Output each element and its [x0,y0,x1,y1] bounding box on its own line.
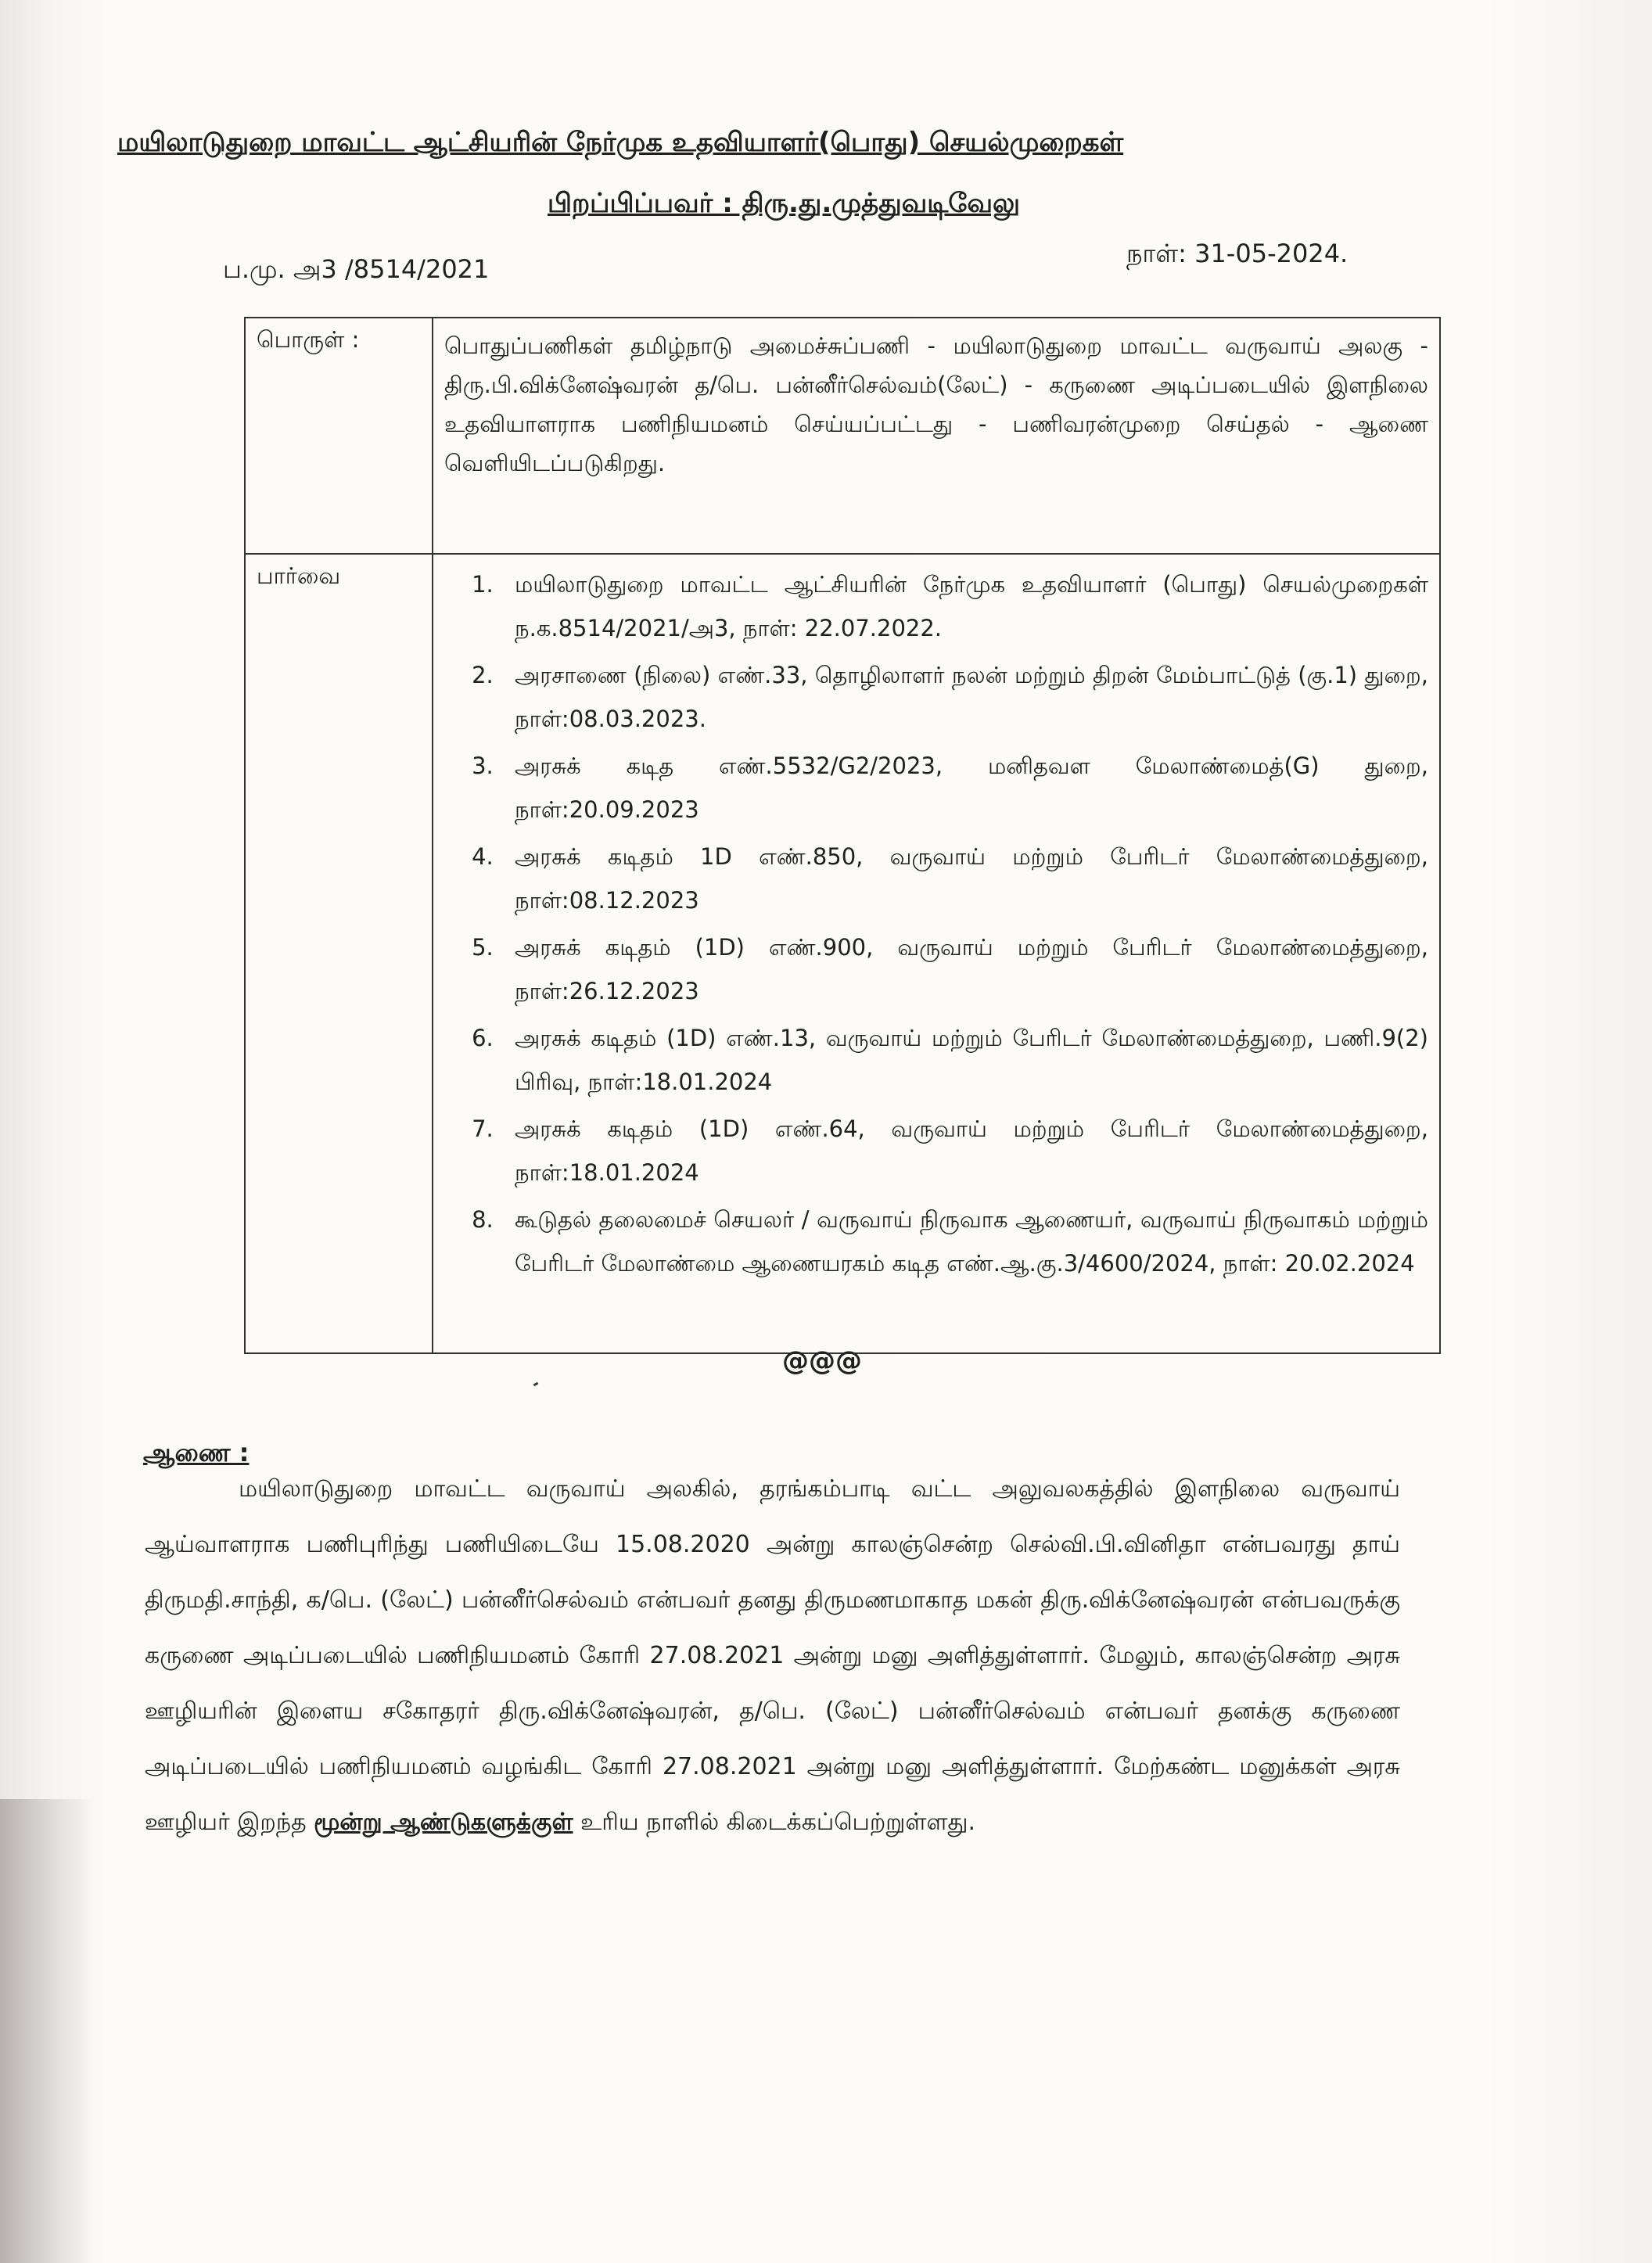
reference-item: 1. மயிலாடுதுறை மாவட்ட ஆட்சியரின் நேர்முக உதவியாளர் (பொது) செயல்முறைகள் ந.க.8514/2021/அ3, நாள்: 22.07.2022. [501,562,1428,650]
subject-label: பொருள் : [245,318,433,554]
order-body [145,1461,1400,1850]
reference-label: பார்வை [245,554,433,1353]
order-heading: ஆணை : [143,1438,250,1467]
reference-row [245,554,1440,1353]
document-date: நாள்: 31-05-2024. [1126,239,1349,268]
page-shadow [0,1799,94,2263]
subject-row [245,318,1440,554]
reference-list [444,562,1428,1285]
subject-text: பொதுப்பணிகள் தமிழ்நாடு அமைச்சுப்பணி - மயிலாடுதுறை மாவட்ட வருவாய் அலகு - திரு.பி.விக்னேஷ்வரன் த/பெ. பன்னீர்செல்வம்(லேட்) - கருணை அடிப்படையில் இளநிலை உதவியாளராக பணிநியமனம் செய்யப்பட்டது - பணிவரன்முறை செய்தல் - ஆணை வெளியிடப்படுகிறது. [433,318,1440,554]
reference-item: 5. அரசுக் கடிதம் (1D) எண்.900, வருவாய் மற்றும் பேரிடர் மேலாண்மைத்துறை, நாள்:26.12.2023 [501,925,1428,1013]
reference-list-cell [433,554,1440,1353]
section-separator: @@@ [782,1345,862,1377]
reference-item: 8. கூடுதல் தலைமைச் செயலர் / வருவாய் நிருவாக ஆணையர், வருவாய் நிருவாகம் மற்றும் பேரிடர் மேலாண்மை ஆணையரகம் கடித எண்.ஆ.கு.3/4600/2024, நாள்: 20.02.2024 [501,1198,1428,1285]
issuer-line: பிறப்பிப்பவர் : திரு.து.முத்துவடிவேலு [548,188,1021,219]
reference-number: ப.மு. அ3 /8514/2021 [223,254,490,284]
reference-item: 4. அரசுக் கடிதம் 1D எண்.850, வருவாய் மற்றும் பேரிடர் மேலாண்மைத்துறை, நாள்:08.12.2023 [501,835,1428,922]
document-title: மயிலாடுதுறை மாவட்ட ஆட்சியரின் நேர்முக உதவியாளர்(பொது) செயல்முறைகள் [117,127,1124,158]
order-text-part2: உரிய நாளில் கிடைக்கப்பெற்றுள்ளது. [573,1809,976,1836]
reference-item: 2. அரசாணை (நிலை) எண்.33, தொழிலாளர் நலன் மற்றும் திறன் மேம்பாட்டுத் (கு.1) துறை, நாள்:08.03.2023. [501,653,1428,741]
reference-item: 3. அரசுக் கடித எண்.5532/G2/2023, மனிதவள மேலாண்மைத்(G) துறை, நாள்:20.09.2023 [501,744,1428,832]
subject-reference-table [244,317,1441,1354]
reference-item: 6. அரசுக் கடிதம் (1D) எண்.13, வருவாய் மற்றும் பேரிடர் மேலாண்மைத்துறை, பணி.9(2) பிரிவு, நாள்:18.01.2024 [501,1016,1428,1104]
order-text-part1: மயிலாடுதுறை மாவட்ட வருவாய் அலகில், தரங்கம்பாடி வட்ட அலுவலகத்தில் இளநிலை வருவாய் ஆய்வாளராக பணிபுரிந்து பணியிடையே 15.08.2020 அன்று காலஞ்சென்ற செல்வி.பி.வினிதா என்பவரது தாய் திருமதி.சாந்தி, க/பெ. (லேட்) பன்னீர்செல்வம் என்பவர் தனது திருமணமாகாத மகன் திரு.விக்னேஷ்வரன் என்பவருக்கு கருணை அடிப்படையில் பணிநியமனம் கோரி 27.08.2021 அன்று மனு அளித்துள்ளார். மேலும், காலஞ்சென்ற அரசு ஊழியரின் இளைய சகோதரர் திரு.விக்னேஷ்வரன், த/பெ. (லேட்) பன்னீர்செல்வம் என்பவர் தனக்கு கருணை அடிப்படையில் பணிநியமனம் வழங்கிட கோரி 27.08.2021 அன்று மனு அளித்துள்ளார். மேற்கண்ட மனுக்கள் அரசு ஊழியர் இறந்த [145,1475,1400,1836]
order-text-underlined: மூன்று ஆண்டுகளுக்குள் [314,1809,573,1836]
reference-item: 7. அரசுக் கடிதம் (1D) எண்.64, வருவாய் மற்றும் பேரிடர் மேலாண்மைத்துறை, நாள்:18.01.2024 [501,1107,1428,1194]
ink-mark [533,1382,539,1387]
